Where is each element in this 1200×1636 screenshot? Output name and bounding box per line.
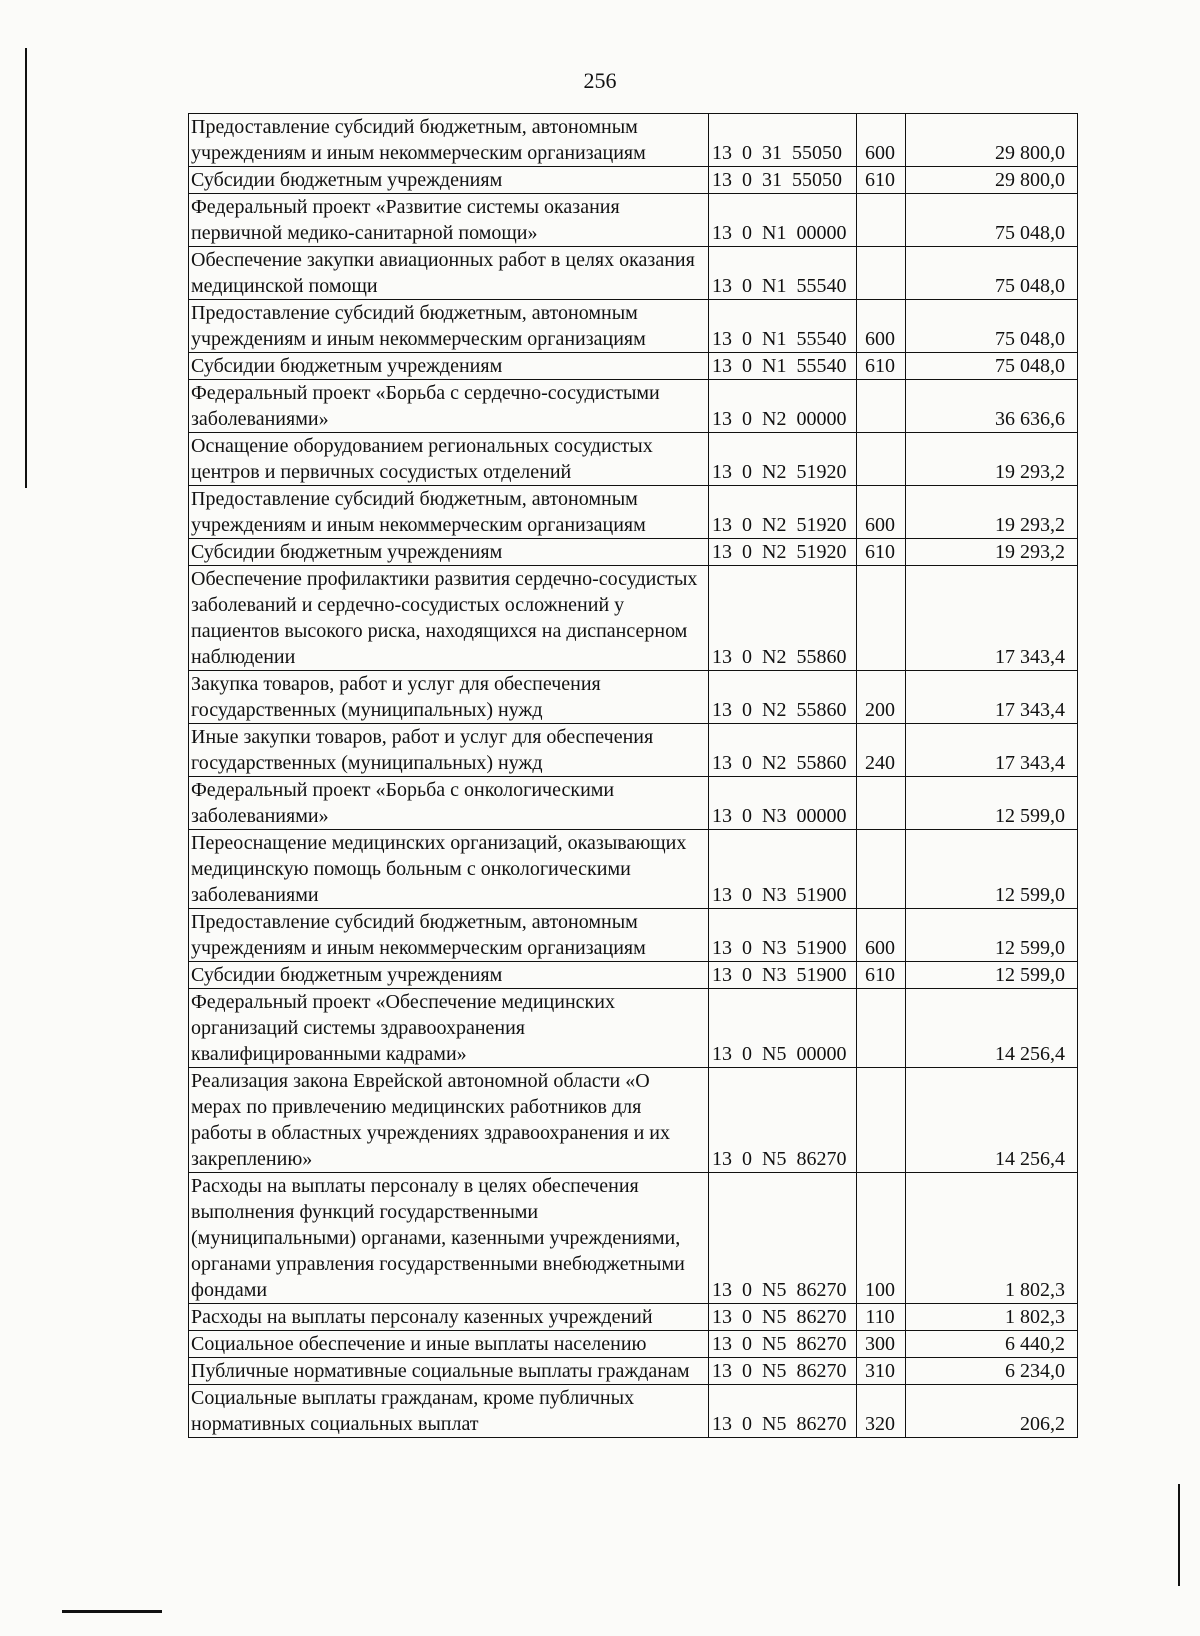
expense-type-cell [857,194,906,247]
target-article-code-cell: 13 0 N3 51900 [709,962,857,989]
table-row [189,353,1078,380]
table-row [189,989,1078,1068]
target-article-code-cell: 13 0 N3 00000 [709,777,857,830]
expense-name-cell: Обеспечение профилактики развития сердечно-сосудистых заболеваний и сердечно-сосудистых осложнений у пациентов высокого риска, находящихся на диспансерном наблюдении [189,566,709,671]
expense-type-cell [857,380,906,433]
table-row [189,167,1078,194]
expense-name-cell: Предоставление субсидий бюджетным, автономным учреждениям и иным некоммерческим организациям [189,909,709,962]
expense-name-cell: Закупка товаров, работ и услуг для обеспечения государственных (муниципальных) нужд [189,671,709,724]
budget-table-body [189,114,1078,1438]
expense-type-cell: 610 [857,539,906,566]
expense-type-cell: 610 [857,353,906,380]
expense-name-cell: Федеральный проект «Развитие системы оказания первичной медико-санитарной помощи» [189,194,709,247]
expense-name-cell: Переоснащение медицинских организаций, оказывающих медицинскую помощь больным с онкологическими заболеваниями [189,830,709,909]
table-row [189,566,1078,671]
amount-cell: 1 802,3 [906,1173,1078,1304]
expense-name-cell: Федеральный проект «Борьба с сердечно-сосудистыми заболеваниями» [189,380,709,433]
expense-type-cell [857,830,906,909]
target-article-code-cell: 13 0 31 55050 [709,167,857,194]
table-row [189,433,1078,486]
table-row [189,539,1078,566]
expense-name-cell: Субсидии бюджетным учреждениям [189,962,709,989]
expense-type-cell: 600 [857,114,906,167]
target-article-code-cell: 13 0 N5 86270 [709,1173,857,1304]
expense-name-cell: Субсидии бюджетным учреждениям [189,167,709,194]
table-row [189,909,1078,962]
table-row [189,486,1078,539]
target-article-code-cell: 13 0 N2 55860 [709,671,857,724]
amount-cell: 17 343,4 [906,671,1078,724]
expense-name-cell: Иные закупки товаров, работ и услуг для обеспечения государственных (муниципальных) нужд [189,724,709,777]
amount-cell: 19 293,2 [906,486,1078,539]
target-article-code-cell: 13 0 N2 55860 [709,724,857,777]
expense-name-cell: Публичные нормативные социальные выплаты гражданам [189,1358,709,1385]
amount-cell: 75 048,0 [906,194,1078,247]
expense-type-cell: 600 [857,300,906,353]
expense-type-cell: 610 [857,962,906,989]
target-article-code-cell: 13 0 N5 86270 [709,1385,857,1438]
target-article-code-cell: 13 0 N5 86270 [709,1304,857,1331]
expense-name-cell: Расходы на выплаты персоналу казенных учреждений [189,1304,709,1331]
expense-type-cell: 320 [857,1385,906,1438]
amount-cell: 75 048,0 [906,247,1078,300]
table-row [189,300,1078,353]
table-row [189,724,1078,777]
table-row [189,194,1078,247]
target-article-code-cell: 13 0 N2 51920 [709,539,857,566]
amount-cell: 75 048,0 [906,300,1078,353]
expense-type-cell: 100 [857,1173,906,1304]
target-article-code-cell: 13 0 N1 00000 [709,194,857,247]
expense-type-cell: 600 [857,909,906,962]
expense-type-cell: 240 [857,724,906,777]
expense-name-cell: Расходы на выплаты персоналу в целях обеспечения выполнения функций государственными (муниципальными) органами, казенными учреждениями, органами управления государственными внебюджетными фондами [189,1173,709,1304]
amount-cell: 19 293,2 [906,539,1078,566]
target-article-code-cell: 13 0 N1 55540 [709,353,857,380]
table-row [189,962,1078,989]
expense-name-cell: Социальное обеспечение и иные выплаты населению [189,1331,709,1358]
expense-name-cell: Реализация закона Еврейской автономной области «О мерах по привлечению медицинских работников для работы в областных учреждениях здравоохранения и их закреплению» [189,1068,709,1173]
expense-name-cell: Субсидии бюджетным учреждениям [189,539,709,566]
table-row [189,777,1078,830]
expense-type-cell: 600 [857,486,906,539]
target-article-code-cell: 13 0 N2 00000 [709,380,857,433]
target-article-code-cell: 13 0 31 55050 [709,114,857,167]
expense-name-cell: Предоставление субсидий бюджетным, автономным учреждениям и иным некоммерческим организациям [189,486,709,539]
amount-cell: 17 343,4 [906,566,1078,671]
amount-cell: 14 256,4 [906,989,1078,1068]
amount-cell: 12 599,0 [906,909,1078,962]
amount-cell: 29 800,0 [906,114,1078,167]
target-article-code-cell: 13 0 N2 51920 [709,486,857,539]
expense-type-cell [857,1068,906,1173]
expense-name-cell: Федеральный проект «Обеспечение медицинских организаций системы здравоохранения квалифицированными кадрами» [189,989,709,1068]
amount-cell: 36 636,6 [906,380,1078,433]
amount-cell: 17 343,4 [906,724,1078,777]
expense-name-cell: Социальные выплаты гражданам, кроме публичных нормативных социальных выплат [189,1385,709,1438]
target-article-code-cell: 13 0 N5 86270 [709,1358,857,1385]
amount-cell: 19 293,2 [906,433,1078,486]
expense-type-cell: 310 [857,1358,906,1385]
expense-type-cell [857,566,906,671]
amount-cell: 75 048,0 [906,353,1078,380]
target-article-code-cell: 13 0 N5 86270 [709,1068,857,1173]
target-article-code-cell: 13 0 N1 55540 [709,247,857,300]
expense-name-cell: Оснащение оборудованием региональных сосудистых центров и первичных сосудистых отделений [189,433,709,486]
target-article-code-cell: 13 0 N2 55860 [709,566,857,671]
expense-name-cell: Обеспечение закупки авиационных работ в целях оказания медицинской помощи [189,247,709,300]
table-row [189,1358,1078,1385]
expense-type-cell [857,989,906,1068]
expense-type-cell [857,777,906,830]
scan-edge-line [62,1610,162,1613]
expense-type-cell [857,247,906,300]
scan-edge-line [1178,1484,1180,1586]
amount-cell: 12 599,0 [906,962,1078,989]
table-row [189,114,1078,167]
table-row [189,1385,1078,1438]
expense-name-cell: Субсидии бюджетным учреждениям [189,353,709,380]
target-article-code-cell: 13 0 N5 86270 [709,1331,857,1358]
target-article-code-cell: 13 0 N3 51900 [709,830,857,909]
table-row [189,1068,1078,1173]
target-article-code-cell: 13 0 N2 51920 [709,433,857,486]
table-row [189,247,1078,300]
expense-type-cell [857,433,906,486]
expense-type-cell: 200 [857,671,906,724]
budget-table [188,113,1078,1438]
expense-type-cell: 610 [857,167,906,194]
expense-name-cell: Федеральный проект «Борьба с онкологическими заболеваниями» [189,777,709,830]
table-row [189,830,1078,909]
amount-cell: 29 800,0 [906,167,1078,194]
amount-cell: 6 440,2 [906,1331,1078,1358]
target-article-code-cell: 13 0 N5 00000 [709,989,857,1068]
amount-cell: 6 234,0 [906,1358,1078,1385]
table-row [189,1304,1078,1331]
amount-cell: 12 599,0 [906,830,1078,909]
expense-name-cell: Предоставление субсидий бюджетным, автономным учреждениям и иным некоммерческим организациям [189,114,709,167]
amount-cell: 206,2 [906,1385,1078,1438]
expense-name-cell: Предоставление субсидий бюджетным, автономным учреждениям и иным некоммерческим организациям [189,300,709,353]
table-row [189,380,1078,433]
page-number: 256 [583,68,617,93]
target-article-code-cell: 13 0 N1 55540 [709,300,857,353]
expense-type-cell: 110 [857,1304,906,1331]
table-row [189,1331,1078,1358]
expense-type-cell: 300 [857,1331,906,1358]
table-row [189,1173,1078,1304]
amount-cell: 1 802,3 [906,1304,1078,1331]
amount-cell: 14 256,4 [906,1068,1078,1173]
target-article-code-cell: 13 0 N3 51900 [709,909,857,962]
table-row [189,671,1078,724]
scan-edge-line [25,48,27,488]
amount-cell: 12 599,0 [906,777,1078,830]
